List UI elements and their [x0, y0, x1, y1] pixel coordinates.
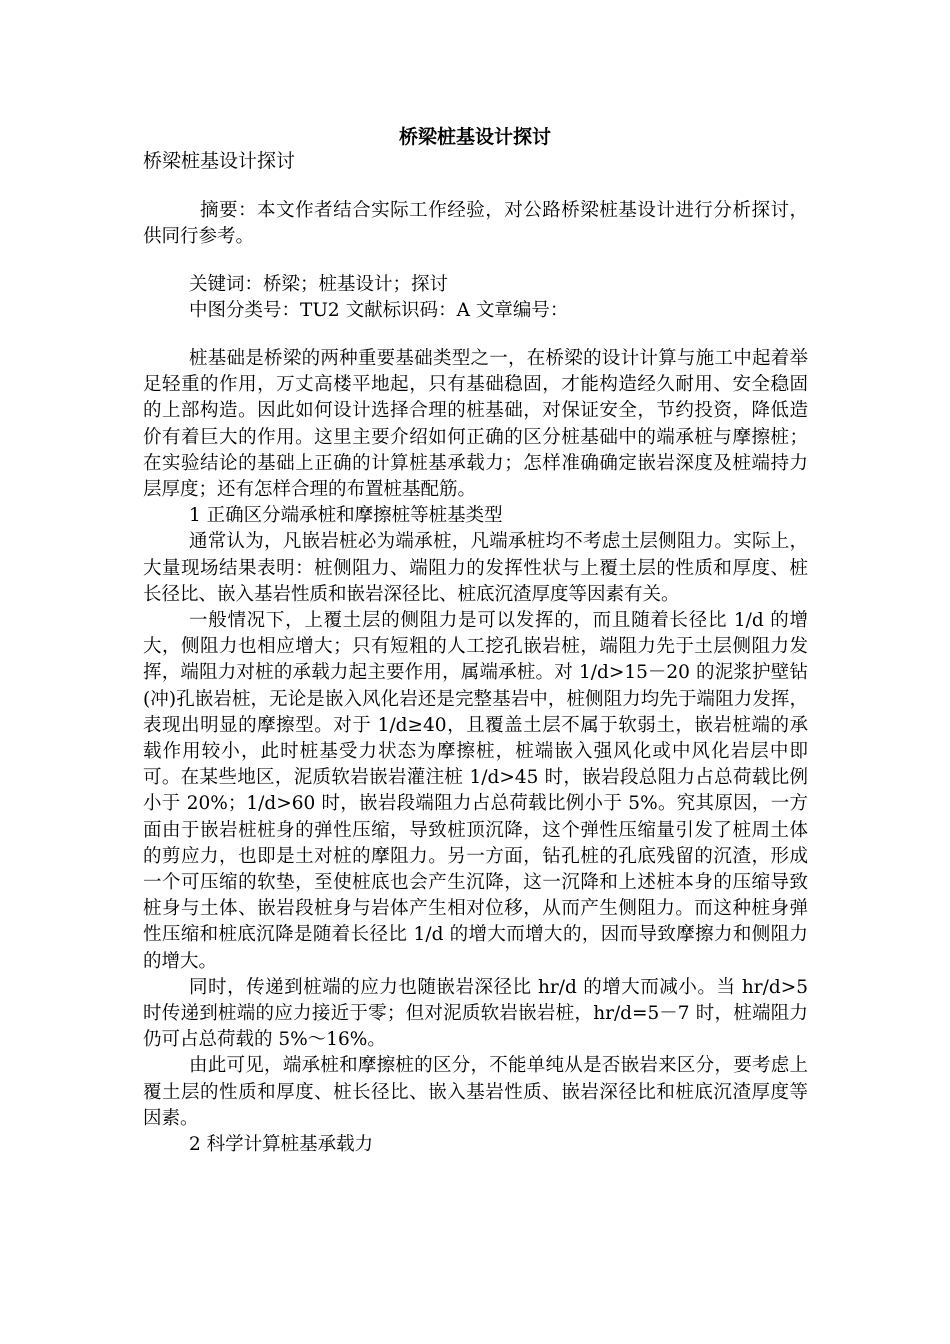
section-heading-1: 1 正确区分端承桩和摩擦桩等桩基类型 — [189, 505, 503, 527]
body-text — [143, 346, 808, 1158]
classification-line: 中图分类号：TU2 文献标识码：A 文章编号： — [189, 300, 569, 321]
paragraph: 通常认为，凡嵌岩桩必为端承桩，凡端承桩均不考虑土层侧阻力。实际上，大量现场结果表明：桩侧阻力、端阻力的发挥性状与上覆土层的性质和厚度、桩长径比、嵌入基岩性质和嵌岩深径比、桩底沉渣厚度等因素有关。 — [143, 531, 808, 605]
keywords: 关键词：桥梁；桩基设计；探讨 — [189, 274, 449, 295]
abstract: 摘要：本文作者结合实际工作经验，对公路桥梁桩基设计进行分析探讨，供同行参考。 — [143, 200, 808, 248]
paragraph: 同时，传递到桩端的应力也随嵌岩深径比 hr/d 的增大而减小。当 hr/d>5 时传递到桩端的应力接近于零；但对泥质软岩嵌岩桩，hr/d=5－7 时，桩端阻力仍可占总荷载的 5%～16%。 — [143, 976, 808, 1051]
paragraph: 由此可见，端承桩和摩擦桩的区分，不能单纯从是否嵌岩来区分，要考虑上覆土层的性质和厚度、桩长径比、嵌入基岩性质、嵌岩深径比和桩底沉渣厚度等因素。 — [143, 1055, 808, 1129]
section-heading-2: 2 科学计算桩基承载力 — [189, 1134, 374, 1156]
paragraph-intro: 桩基础是桥梁的两种重要基础类型之一，在桥梁的设计计算与施工中起着举足轻重的作用，万丈高楼平地起，只有基础稳固，才能构造经久耐用、安全稳固的上部构造。因此如何设计选择合理的桩基础，对保证安全，节约投资，降低造价有着巨大的作用。这里主要介绍如何正确的区分桩基础中的端承桩与摩擦桩；在实验结论的基础上正确的计算桩基承载力；怎样准确确定嵌岩深度及桩端持力层厚度；还有怎样合理的布置桩基配筋。 — [143, 348, 808, 501]
document-title: 桥梁桩基设计探讨 — [398, 126, 551, 148]
document-subtitle: 桥梁桩基设计探讨 — [143, 150, 296, 172]
paragraph: 一般情况下，上覆土层的侧阻力是可以发挥的，而且随着长径比 1/d 的增大，侧阻力也相应增大；只有短粗的人工挖孔嵌岩桩，端阻力先于土层侧阻力发挥，端阻力对桩的承载力起主要作用，属端承桩。对 1/d>15－20 的泥浆护壁钻(冲)孔嵌岩桩，无论是嵌入风化岩还是完整基岩中，桩侧阻力均先于端阻力发挥，表现出明显的摩擦型。对于 1/d≥40，且覆盖土层不属于软弱土，嵌岩桩端的承载作用较小，此时桩基受力状态为摩擦桩，桩端嵌入强风化或中风化岩层中即可。在某些地区，泥质软岩嵌岩灌注桩 1/d>45 时，嵌岩段总阻力占总荷载比例小于 20%；1/d>60 时，嵌岩段端阻力占总荷载比例小于 5%。究其原因，一方面由于嵌岩桩桩身的弹性压缩，导致桩顶沉降，这个弹性压缩量引发了桩周土体的剪应力，也即是土对桩的摩阻力。另一方面，钻孔桩的孔底残留的沉渣，形成一个可压缩的软垫，至使桩底也会产生沉降，这一沉降和上述桩本身的压缩导致桩身与土体、嵌岩段桩身与岩体产生相对位移，从而产生侧阻力。而这种桩身弹性压缩和桩底沉降是随着长径比 1/d 的增大而增大的，因而导致摩擦力和侧阻力的增大。 — [143, 610, 808, 972]
